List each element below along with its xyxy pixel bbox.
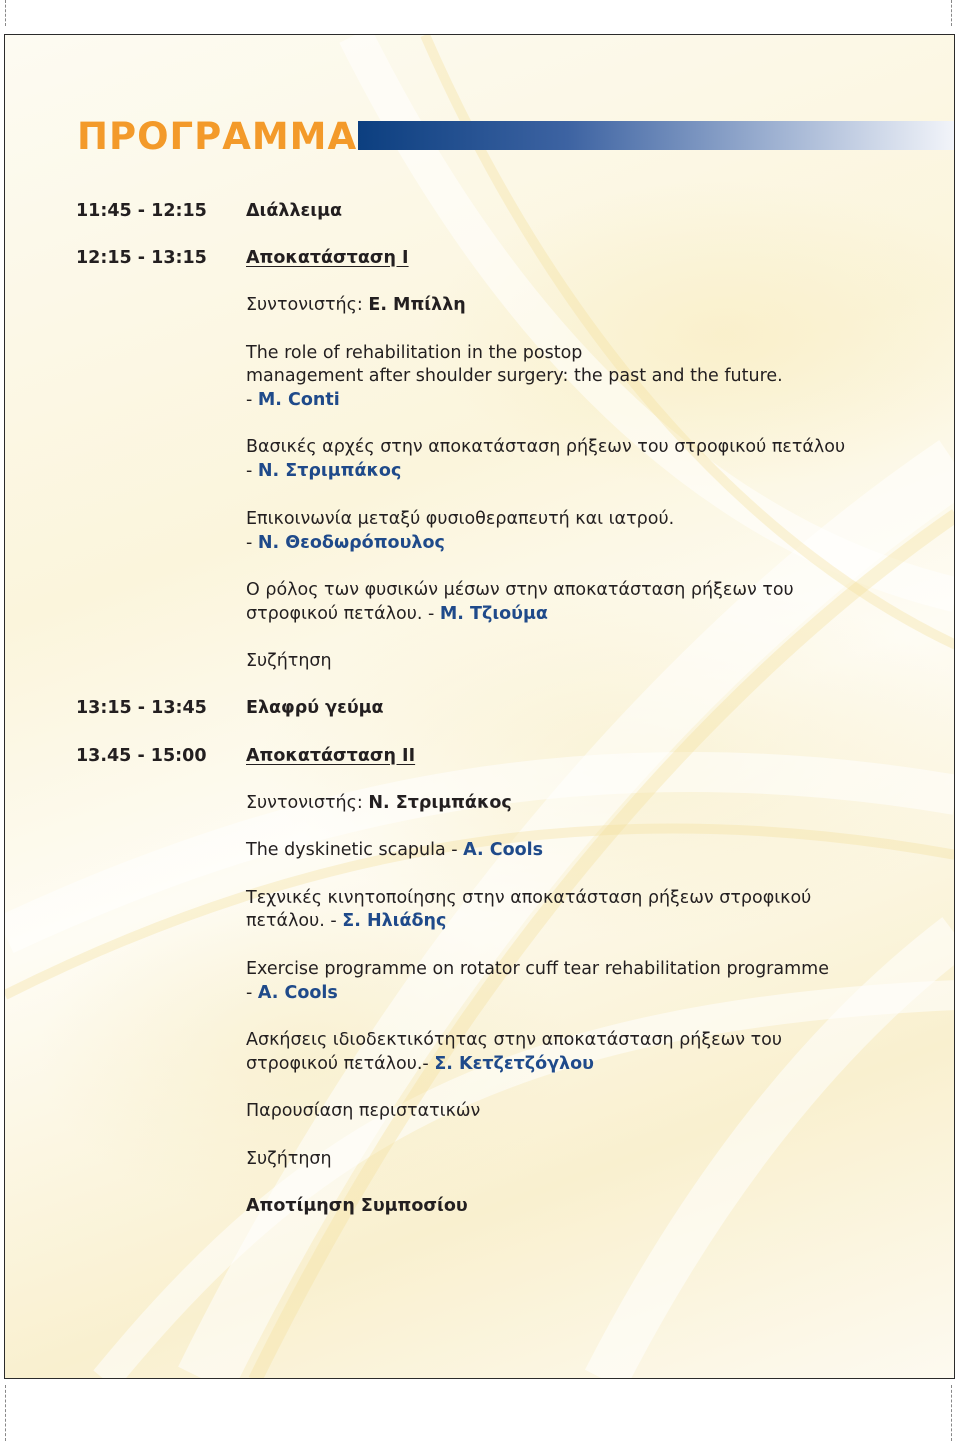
talk-title-end: στροφικού πετάλου. - (246, 604, 440, 624)
title-bar (358, 121, 955, 150)
talk-title: Exercise programme on rotator cuff tear rehabilitation programme (246, 959, 829, 979)
symposium-evaluation: Αποτίμηση Συμποσίου (246, 1196, 468, 1216)
talk-title-end: πετάλου. - (246, 911, 343, 931)
session-time: 13:15 - 13:45 (76, 698, 207, 718)
chair-name: Ε. Μπίλλη (368, 295, 466, 315)
dash: - (246, 533, 258, 553)
dash: - (246, 390, 258, 410)
talk-speaker-line (246, 909, 446, 933)
crop-mark (5, 1385, 6, 1441)
speaker-name: Μ. Τζιούμα (439, 604, 548, 624)
talk-speaker-line (246, 838, 543, 862)
talk-title: Βασικές αρχές στην αποκατάσταση ρήξεων του στροφικού πετάλου (246, 437, 846, 457)
talk-title: The dyskinetic scapula - (246, 840, 464, 860)
talk-title: Τεχνικές κινητοποίησης στην αποκατάσταση ρήξεων στροφικού (246, 888, 812, 908)
talk-speaker-line (246, 531, 445, 555)
speaker-name: M. Conti (257, 390, 340, 410)
talk-speaker-line (246, 602, 548, 626)
crop-mark (951, 1385, 952, 1441)
talk-title: Ασκήσεις ιδιοδεκτικότητας στην αποκατάσταση ρήξεων του (246, 1030, 782, 1050)
talk-title: Επικοινωνία μεταξύ φυσιοθεραπευτή και ιατρού. (246, 509, 675, 529)
talk-title: management after shoulder surgery: the past and the future. (246, 366, 783, 386)
talk-title: Ο ρόλος των φυσικών μέσων στην αποκατάσταση ρήξεων του (246, 580, 794, 600)
session-time: 12:15 - 13:15 (76, 248, 207, 268)
talk-title: The role of rehabilitation in the postop (246, 343, 583, 363)
chair-line (246, 791, 512, 815)
page-title: ΠΡΟΓΡΑΜΜΑ (77, 115, 358, 158)
chair-name: Ν. Στριμπάκος (368, 793, 512, 813)
chair-line (246, 293, 466, 317)
discussion: Συζήτηση (246, 1149, 332, 1169)
discussion: Συζήτηση (246, 651, 332, 671)
session-time: 13.45 - 15:00 (76, 746, 207, 766)
speaker-name: Ν. Θεοδωρόπουλος (257, 533, 445, 553)
speaker-name: A. Cools (257, 983, 338, 1003)
talk-speaker-line (246, 1052, 594, 1076)
talk-speaker-line (246, 459, 401, 483)
session-time: 11:45 - 12:15 (76, 201, 207, 221)
dash: - (246, 983, 258, 1003)
session-title: Αποκατάσταση Ι (246, 248, 409, 268)
crop-mark (951, 0, 952, 26)
talk-speaker-line (246, 981, 338, 1005)
speaker-name: Σ. Κετζετζόγλου (434, 1054, 594, 1074)
dash: - (246, 461, 258, 481)
chair-label: Συντονιστής: (246, 793, 369, 813)
talk-speaker-line (246, 388, 340, 412)
crop-mark (5, 0, 6, 26)
session-title: Αποκατάσταση ΙΙ (246, 746, 416, 766)
session-title: Ελαφρύ γεύμα (246, 698, 384, 718)
talk-title-end: στροφικού πετάλου.- (246, 1054, 435, 1074)
speaker-name: A. Cools (463, 840, 544, 860)
speaker-name: Ν. Στριμπάκος (257, 461, 402, 481)
speaker-name: Σ. Ηλιάδης (342, 911, 447, 931)
chair-label: Συντονιστής: (246, 295, 369, 315)
case-presentation: Παρουσίαση περιστατικών (246, 1101, 481, 1121)
program-page (4, 34, 955, 1379)
session-title: Διάλλειμα (246, 201, 342, 221)
